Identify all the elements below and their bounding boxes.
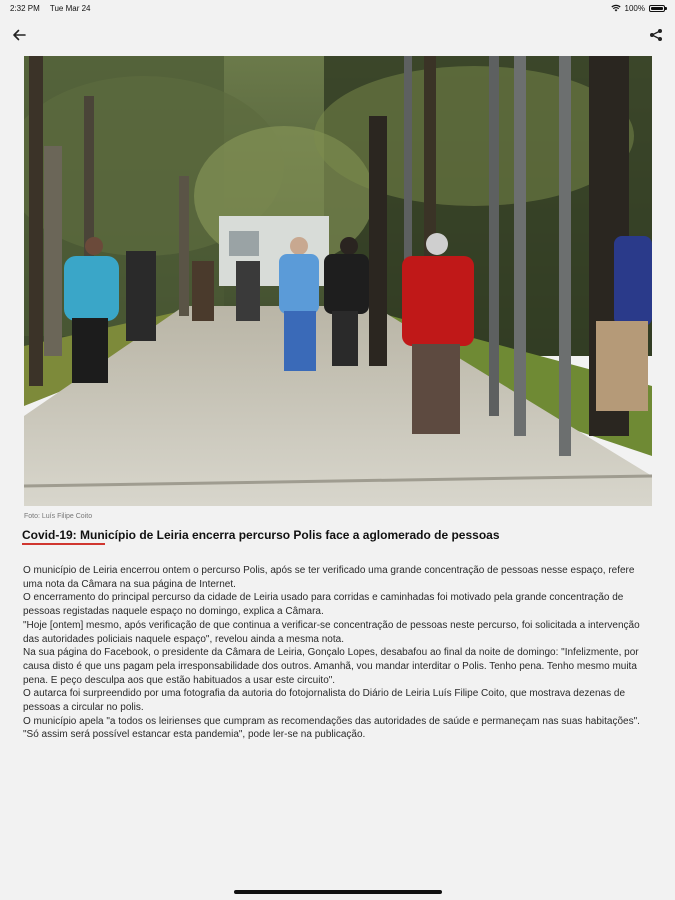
- status-right: [611, 4, 665, 13]
- article-paragraph: O encerramento do principal percurso da cidade de Leiria usado para corridas e caminhadas foi motivado pela grande concentração de pessoas registadas naquele espaço no domingo, explica a Câmara.: [23, 592, 624, 618]
- article-paragraph: Na sua página do Facebook, o presidente da Câmara de Leiria, Gonçalo Lopes, desabafou ao final da noite de domingo: "Infelizmente, por causa disto é que uns pagam pela irresponsabilidade dos outros. Amanhã, vou mandar interditar o Polis. Tenho pena. Tenho mesmo muita pena. E peço desculpa aos que estão habituados a usar este circuito".: [23, 647, 639, 686]
- back-button[interactable]: [8, 24, 30, 46]
- battery-percent: 100%: [624, 3, 645, 13]
- article-paragraph: "Hoje [ontem] mesmo, após verificação de que continua a verificar-se concentração de pessoas neste percurso, foi solicitada a intervenção das autoridades policiais naquele espaço", revelou ainda a mesma nota.: [23, 619, 640, 645]
- status-left: [10, 4, 98, 13]
- home-indicator[interactable]: [234, 890, 442, 894]
- status-date: Tue Mar 24: [49, 3, 91, 13]
- article-paragraph: O autarca foi surpreendido por uma fotografia da autoria do fotojornalista do Diário de Leiria Luís Filipe Coito, que mostrava dezenas de pessoas a circular no polis.: [23, 688, 626, 714]
- wifi-icon: [611, 4, 621, 12]
- battery-icon: [649, 5, 665, 12]
- share-button[interactable]: [645, 24, 667, 46]
- arrow-left-icon: [12, 29, 26, 41]
- status-time: 2:32 PM: [10, 3, 40, 13]
- article-headline: Covid-19: Município de Leiria encerra percurso Polis face a aglomerado de pessoas: [22, 528, 500, 542]
- article-paragraph: O município de Leiria encerrou ontem o percurso Polis, após se ter verificado uma grande concentração de pessoas nesse espaço, refere uma nota da Câmara na sua página de Internet.: [23, 565, 635, 590]
- headline-accent-bar: [22, 543, 105, 545]
- share-icon: [649, 28, 663, 42]
- status-bar: [0, 0, 675, 16]
- article-photo: [24, 56, 652, 506]
- nav-bar: [0, 22, 675, 46]
- article-paragraph: O município apela "a todos os leirienses que cumpram as recomendações das autoridades de saúde e permaneçam nas suas habitações". "Só assim será possível estancar esta pandemia", pode ler-se na publicação.: [23, 715, 640, 741]
- photo-credit: Foto: Luís Filipe Coito: [24, 513, 93, 520]
- article-body: [23, 564, 651, 742]
